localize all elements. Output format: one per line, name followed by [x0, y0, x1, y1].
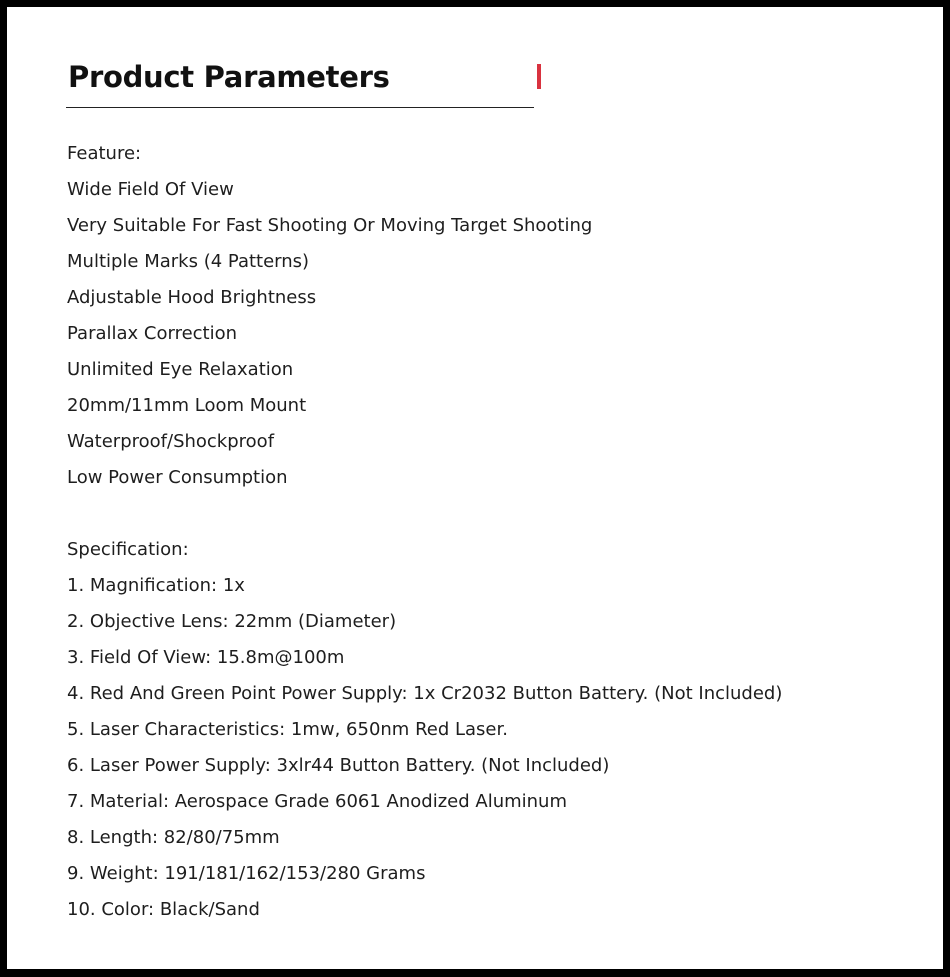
feature-item: Multiple Marks (4 Patterns): [67, 251, 310, 272]
feature-item: 20mm/11mm Loom Mount: [67, 395, 307, 416]
page-title: Product Parameters: [68, 60, 390, 94]
feature-item: Waterproof/Shockproof: [67, 431, 275, 452]
feature-item: Very Suitable For Fast Shooting Or Moving Target Shooting: [67, 215, 593, 236]
feature-item: Parallax Correction: [67, 323, 238, 344]
specification-item: 1. Magnification: 1x: [67, 575, 245, 596]
specification-item: 7. Material: Aerospace Grade 6061 Anodized Aluminum: [67, 791, 567, 812]
feature-item: Wide Field Of View: [67, 179, 234, 200]
specification-item: 2. Objective Lens: 22mm (Diameter): [67, 611, 397, 632]
section-spacer: [67, 496, 782, 532]
specification-item: 9. Weight: 191/181/162/153/280 Grams: [67, 863, 426, 884]
title-underline: [66, 107, 534, 108]
specification-item: 3. Field Of View: 15.8m@100m: [67, 647, 345, 668]
specification-heading: Specification:: [67, 539, 189, 560]
feature-item: Low Power Consumption: [67, 467, 288, 488]
specification-item: 4. Red And Green Point Power Supply: 1x Cr2032 Button Battery. (Not Included): [67, 683, 783, 704]
feature-heading: Feature:: [67, 143, 142, 164]
title-accent-bar: [537, 64, 541, 89]
feature-item: Unlimited Eye Relaxation: [67, 359, 294, 380]
parameter-list: [67, 136, 782, 928]
specification-item: 10. Color: Black/Sand: [67, 899, 260, 920]
feature-item: Adjustable Hood Brightness: [67, 287, 317, 308]
specification-item: 6. Laser Power Supply: 3xlr44 Button Battery. (Not Included): [67, 755, 610, 776]
specification-item: 8. Length: 82/80/75mm: [67, 827, 280, 848]
specification-item: 5. Laser Characteristics: 1mw, 650nm Red Laser.: [67, 719, 508, 740]
page-frame: [7, 7, 943, 969]
